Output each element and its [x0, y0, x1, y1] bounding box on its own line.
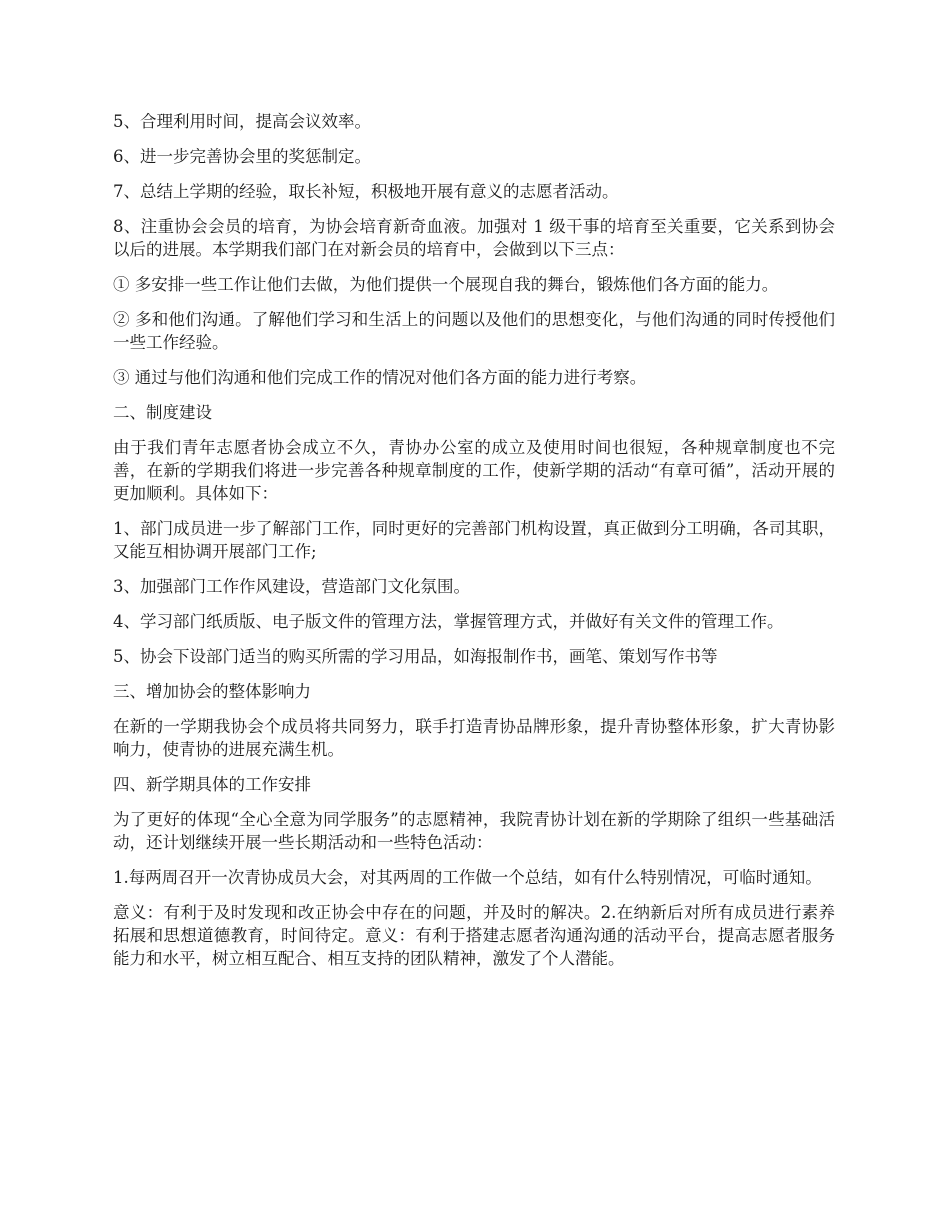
- paragraph-section-2-item-4: 4、学习部门纸质版、电子版文件的管理方法，掌握管理方式，并做好有关文件的管理工作。: [113, 612, 784, 631]
- paragraph-section-2-item-3: 3、加强部门工作作风建设，营造部门文化氛围。: [113, 577, 470, 596]
- paragraph-section-4-intro: 为了更好的体现“全心全意为同学服务”的志愿精神，我院青协计划在新的学期除了组织一些基础活动，还计划继续开展一些长期活动和一些特色活动：: [113, 810, 835, 852]
- paragraph-section-2-item-1: 1、部门成员进一步了解部门工作，同时更好的完善部门机构设置，真正做到分工明确，各司其职，又能互相协调开展部门工作;: [113, 519, 835, 561]
- paragraph-section-2-item-5: 5、协会下设部门适当的购买所需的学习用品，如海报制作书，画笔、策划写作书等: [113, 647, 718, 666]
- paragraph-section-4-meaning: 意义：有利于及时发现和改正协会中存在的问题，并及时的解决。2.在纳新后对所有成员进行素养拓展和思想道德教育，时间待定。意义：有利于搭建志愿者沟通沟通的活动平台，提高志愿者服务能力和水平，树立相互配合、相互支持的团队精神，激发了个人潜能。: [113, 903, 835, 968]
- paragraph-section-4-item-1: 1.每两周召开一次青协成员大会，对其两周的工作做一个总结，如有什么特别情况，可临时通知。: [113, 868, 822, 887]
- paragraph-item-6: 6、进一步完善协会里的奖惩制定。: [113, 147, 371, 166]
- paragraph-point-3: ③ 通过与他们沟通和他们完成工作的情况对他们各方面的能力进行考察。: [113, 368, 647, 387]
- paragraph-section-3-body: 在新的一学期我协会个成员将共同努力，联手打造青协品牌形象，提升青协整体形象，扩大青协影响力，使青协的进展充满生机。: [113, 717, 835, 759]
- paragraph-point-2: ② 多和他们沟通。了解他们学习和生活上的问题以及他们的思想变化，与他们沟通的同时传授他们一些工作经验。: [113, 310, 835, 352]
- paragraph-item-5: 5、合理利用时间，提高会议效率。: [113, 112, 371, 131]
- paragraph-item-7: 7、总结上学期的经验，取长补短，积极地开展有意义的志愿者活动。: [113, 182, 619, 201]
- paragraph-item-8: 8、注重协会会员的培育，为协会培育新奇血液。加强对 1 级干事的培育至关重要，它关系到协会以后的进展。本学期我们部门在对新会员的培育中，会做到以下三点：: [113, 217, 835, 259]
- section-heading-4: 四、新学期具体的工作安排: [113, 775, 311, 794]
- section-heading-3: 三、增加协会的整体影响力: [113, 682, 311, 701]
- document-page: [113, 110, 835, 982]
- paragraph-section-2-intro: 由于我们青年志愿者协会成立不久，青协办公室的成立及使用时间也很短，各种规章制度也不完善，在新的学期我们将进一步完善各种规章制度的工作，使新学期的活动“有章可循”，活动开展的更加顺利。具体如下：: [113, 438, 835, 503]
- paragraph-point-1: ① 多安排一些工作让他们去做，为他们提供一个展现自我的舞台，锻炼他们各方面的能力。: [113, 275, 779, 294]
- section-heading-2: 二、制度建设: [113, 403, 212, 422]
